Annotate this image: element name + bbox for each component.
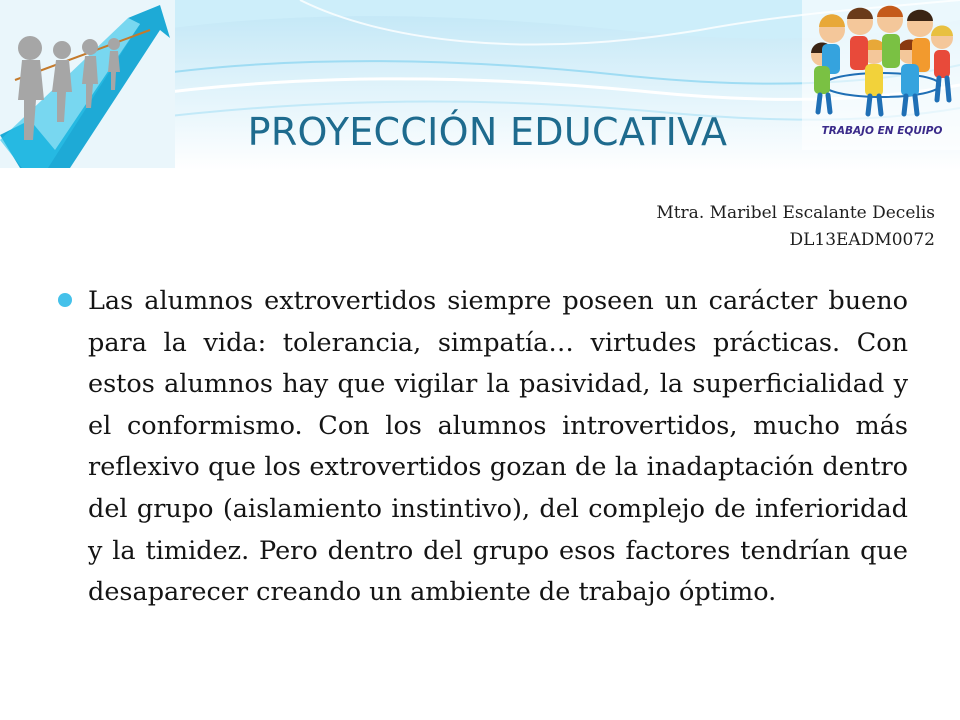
author-id: DL13EADM0072 (789, 230, 935, 250)
logo-caption: TRABAJO EN EQUIPO (821, 125, 943, 137)
author-block (656, 200, 935, 254)
slide-title: PROYECCIÓN EDUCATIVA (247, 110, 728, 154)
bullet-paragraph: Las alumnos extrovertidos siempre poseen un carácter bueno para la vida: tolerancia, simpatía… virtudes prácticas. Con estos alumnos hay que vigilar la pasividad, la superficialidad y el conformismo. Con los alumnos introvertidos, mucho más reflexivo que los extrovertidos gozan de la inadaptación dentro del grupo (aislamiento instintivo), del complejo de inferioridad y la timidez. Pero dentro del grupo esos factores tendrían que desaparecer creando un ambiente de trabajo óptimo. (88, 286, 908, 608)
bullet-dot-icon (58, 293, 72, 307)
author-name: Mtra. Maribel Escalante Decelis (656, 203, 935, 223)
